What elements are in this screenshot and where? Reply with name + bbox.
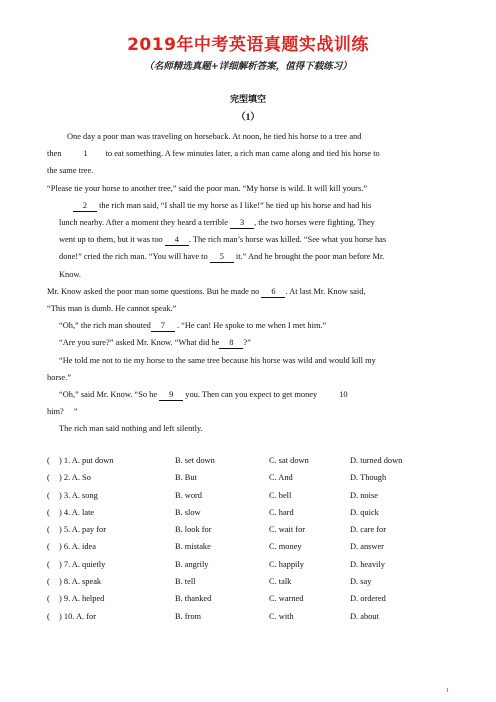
passage-line: horse.” [47,372,71,382]
blank-8: 8 [219,337,243,349]
passage-line: went up to them, but it was too 4 . The rich man’s horse was killed. “See what you horse has [59,235,387,245]
passage-line: “Are you sure?” asked Mr. Know. “What did he 8 ?” [59,338,251,348]
option-row: ( ) 9. A. helped B. thanked C. warned D. ordered [47,594,386,604]
blank-4: 4 [165,234,189,246]
passage-number: （1） [236,113,260,123]
blank-9: 9 [159,389,183,401]
blank-7: 7 [151,320,175,332]
page-number: 1 [446,688,449,694]
passage-line: “Oh,” the rich man shouted 7 . “He can! He spoke to me when I met him.” [59,321,327,331]
option-row: ( ) 3. A. song B. word C. bell D. noise [47,490,378,500]
blank-3: 3 [230,217,254,229]
passage-line: “Please tie your horse to another tree,” said the poor man. “My horse is wild. It will kill yours.” [47,183,368,193]
passage-line: done!” cried the rich man. “You will have to 5 it.” And he brought the poor man before Mr. [59,252,385,262]
passage-line: him? ” [47,407,78,417]
option-row: ( ) 8. A. speak B. tell C. talk D. say [47,577,372,587]
passage-line: the same tree. [47,166,94,176]
option-row: ( ) 1. A. put down B. set down C. sat down D. turned down [47,456,403,465]
option-row: ( ) 7. A. quietly B. angrily C. happily D. heavily [47,559,385,569]
passage-line: “He told me not to tie my horse to the same tree because his horse was wild and would kill my [59,355,376,365]
passage-line: 2 the rich man said, “I shall tie my horse as I like!” he tied up his horse and had his [47,197,444,214]
options-list [47,456,447,629]
passage-line: “Oh,” said Mr. Know. “So he 9 you. Then can you expect to get money 10 [59,390,348,400]
blank-1: 1 [83,149,88,159]
passage-line: One day a poor man was traveling on horseback. At noon, he tied his horse to a tree and [67,132,362,141]
option-row: ( ) 10. A. for B. from C. with D. about [47,611,379,621]
blank-6: 6 [261,286,285,298]
passage-line: lunch nearby. After a moment they heard a terrible 3 , the two horses were fighting. They [59,218,375,228]
passage-line: then 1 to eat something. A few minutes later, a rich man came along and tied his horse to [47,149,380,159]
option-row: ( ) 4. A. late B. slow C. hard D. quick [47,507,379,517]
option-row: ( ) 5. A. pay for B. look for C. wait for D. care for [47,525,387,535]
document-subtitle: （名师精选真题+详细解析答案，值得下载练习） [144,61,352,72]
passage-line: The rich man said nothing and left silently. [59,424,203,434]
passage-line: Know. [59,269,82,279]
blank-10: 10 [339,390,348,400]
blank-2: 2 [73,200,97,212]
blank-5: 5 [210,251,234,263]
option-row: ( ) 6. A. idea B. mistake C. money D. answer [47,542,384,552]
document-title: 2019年中考英语真题实战训练 [127,35,369,55]
passage-line: “This man is dumb. He cannot speak.” [47,304,177,314]
passage [47,128,444,438]
option-row: ( ) 2. A. So B. But C. And D. Though [47,473,387,483]
section-heading: 完型填空 [229,95,266,105]
passage-line: Mr. Know asked the poor man some questions. But he made no 6 . At last Mr. Know said, [47,286,366,296]
